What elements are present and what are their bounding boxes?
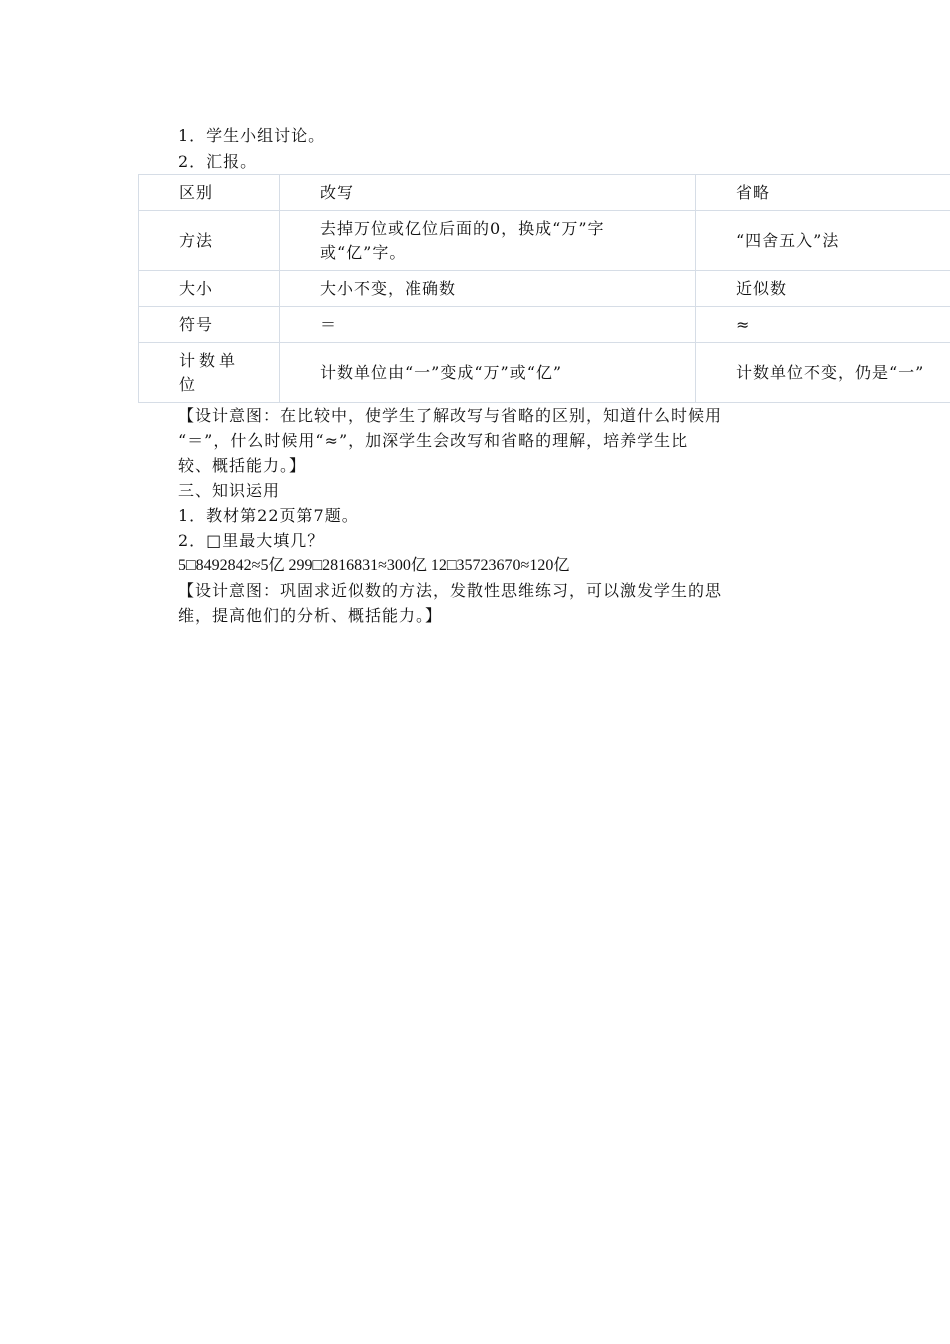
section-title: 三、知识运用: [178, 481, 281, 500]
table-row: [139, 211, 950, 271]
exercise-2: 2．□里最大填几？: [178, 531, 325, 550]
rewrite-cell: 大小不变，准确数: [280, 271, 696, 307]
row-label: 大小: [139, 271, 280, 307]
table-header-cell: 区别: [139, 175, 280, 211]
omit-cell: 计数单位不变，仍是“一”: [696, 343, 950, 403]
comparison-table: [138, 174, 950, 403]
table-row: [139, 343, 950, 403]
table-row: [139, 307, 950, 343]
omit-cell: ≈: [696, 307, 950, 343]
table-header-cell: 改写: [280, 175, 696, 211]
rewrite-cell: 计数单位由“一”变成“万”或“亿”: [280, 343, 696, 403]
row-label: 计数单位: [139, 343, 280, 403]
exercise-1: 1．教材第22页第7题。: [178, 506, 359, 525]
step-2: 2．汇报。: [178, 152, 258, 171]
omit-cell: 近似数: [696, 271, 950, 307]
design-note-2-line-1: 【设计意图：巩固求近似数的方法，发散性思维练习，可以激发学生的思: [178, 581, 723, 600]
design-note-2-line-2: 维，提高他们的分析、概括能力。】: [178, 606, 443, 625]
rewrite-cell: 去掉万位或亿位后面的0，换成“万”字或“亿”字。: [280, 211, 696, 271]
table-row: [139, 271, 950, 307]
table-header-cell: 省略: [696, 175, 950, 211]
exercise-3: 5□8492842≈5亿 299□2816831≈300亿 12□35723670≈120亿: [178, 557, 570, 574]
row-label: 符号: [139, 307, 280, 343]
rewrite-cell: ＝: [280, 307, 696, 343]
design-note-1-line-1: 【设计意图：在比较中，使学生了解改写与省略的区别，知道什么时候用: [178, 406, 723, 425]
design-note-1-line-2: “＝”，什么时候用“≈”，加深学生会改写和省略的理解，培养学生比: [178, 431, 689, 450]
step-1: 1．学生小组讨论。: [178, 126, 326, 145]
design-note-1-line-3: 较、概括能力。】: [178, 456, 307, 475]
omit-cell: “四舍五入”法: [696, 211, 950, 271]
table-header-row: [139, 175, 950, 211]
row-label: 方法: [139, 211, 280, 271]
